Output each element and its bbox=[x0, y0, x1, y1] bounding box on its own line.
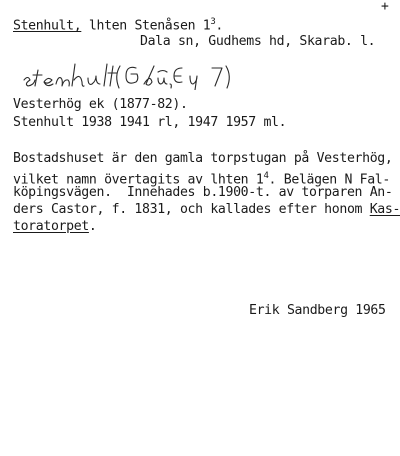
body-line-2-start: vilket namn övertagits av lhten 1 bbox=[13, 172, 264, 188]
corner-mark: + bbox=[381, 0, 389, 14]
header-tail: . bbox=[215, 18, 224, 34]
handwritten-annotation bbox=[20, 60, 250, 94]
handwritten-annotation-image bbox=[20, 60, 250, 90]
location-line: Dala sn, Gudhems hd, Skarab. l. bbox=[140, 34, 376, 49]
body-line-4 bbox=[13, 202, 400, 218]
place-name: Stenhult, bbox=[13, 18, 82, 34]
signature: Erik Sandberg 1965 bbox=[249, 303, 386, 318]
header-line bbox=[13, 14, 223, 34]
history-line-1: Vesterhög ek (1877-82). bbox=[13, 97, 188, 112]
body-line-3: köpingsvägen. Innehades b.1900-t. av torparen An- bbox=[13, 185, 393, 200]
underlined-name-start: Kas- bbox=[369, 202, 400, 217]
header-superscript: 3 bbox=[210, 17, 216, 27]
header-parent-farm: lhten Stenåsen 1 bbox=[81, 18, 211, 34]
body-line-1: Bostadshuset är den gamla torpstugan på Vesterhög, bbox=[13, 151, 393, 166]
body-line-5 bbox=[13, 219, 97, 235]
body-line-4-start: ders Castor, f. 1831, och kallades efter honom bbox=[13, 202, 370, 217]
history-line-2: Stenhult 1938 1941 rl, 1947 1957 ml. bbox=[13, 115, 287, 130]
underlined-name-end: toratorpet bbox=[13, 219, 89, 234]
body-line-2-end: . Belägen N Fal- bbox=[268, 172, 390, 188]
body-superscript: 4 bbox=[263, 171, 269, 181]
body-line-5-end: . bbox=[88, 219, 97, 234]
